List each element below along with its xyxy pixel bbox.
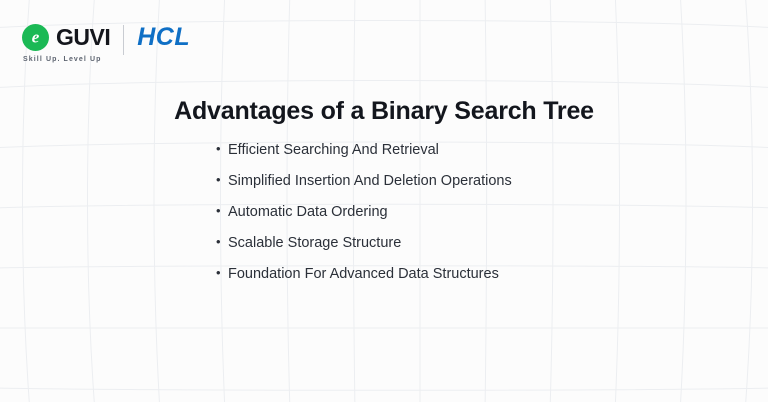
bullet-marker-icon: • [216, 234, 221, 250]
brand-divider [123, 25, 124, 55]
page-title: Advantages of a Binary Search Tree [174, 96, 594, 125]
bullet-marker-icon: • [216, 141, 221, 156]
guvi-wordmark: GUVI [56, 24, 111, 50]
guvi-logo-row [22, 24, 110, 51]
list-item [216, 140, 512, 161]
list-item [216, 202, 512, 223]
list-item-label: Simplified Insertion And Deletion Operations [228, 173, 512, 190]
list-item-label: Automatic Data Ordering [228, 204, 388, 221]
bullet-marker-icon: • [216, 172, 221, 188]
bullet-marker-icon: • [216, 203, 221, 219]
guvi-tagline: Skill Up. Level Up [23, 56, 102, 63]
list-item-label: Scalable Storage Structure [228, 235, 402, 252]
list-item [216, 233, 512, 254]
list-item [216, 171, 512, 192]
guvi-logo [22, 24, 110, 63]
bullet-marker-icon: • [216, 265, 221, 281]
list-item-label: Foundation For Advanced Data Structures [228, 266, 499, 283]
bullet-list [216, 140, 512, 295]
list-item [216, 264, 512, 285]
guvi-mark-icon [22, 24, 49, 51]
hcl-wordmark: HCL [137, 23, 191, 51]
list-item-label: Efficient Searching And Retrieval [228, 142, 439, 158]
brand-lockup [22, 24, 190, 63]
